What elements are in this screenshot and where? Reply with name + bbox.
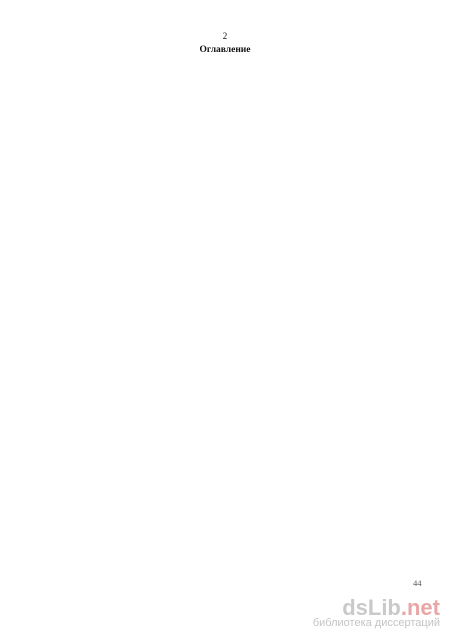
watermark: [313, 595, 440, 629]
watermark-logo: dsLib.net: [342, 595, 440, 620]
page-number: 2: [222, 31, 228, 41]
watermark-subtitle: библиотека диссертаций: [312, 617, 440, 629]
footer-page-number: 44: [413, 578, 422, 588]
toc-heading: Оглавление: [199, 45, 251, 55]
